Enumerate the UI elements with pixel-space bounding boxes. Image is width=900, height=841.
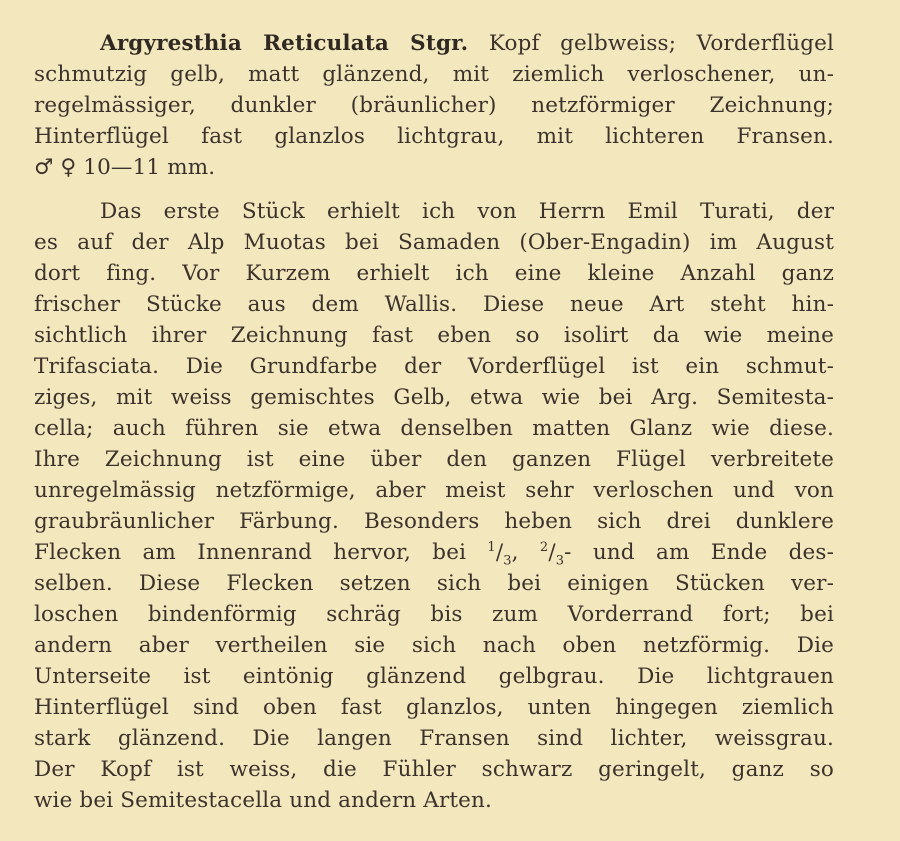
text-line: Der Kopf ist weiss, die Fühler schwarz geringelt, ganz so [34, 757, 834, 782]
text-line: Das erste Stück erhielt ich von Herrn Emil Turati, der [100, 199, 834, 224]
species-name: Argyresthia Reticulata Stgr. [100, 31, 469, 56]
species-notes [34, 196, 834, 816]
text-line: loschen bindenförmig schräg bis zum Vorderrand fort; bei [34, 602, 834, 627]
fraction-denominator: 3 [555, 553, 565, 569]
text-line: regelmässiger, dunkler (bräunlicher) netzförmiger Zeichnung; [34, 93, 834, 118]
text-line: sichtlich ihrer Zeichnung fast eben so isolirt da wie meine [34, 323, 834, 348]
fraction-numerator: 1 [487, 539, 496, 555]
text-line: Ihre Zeichnung ist eine über den ganzen Flügel verbreitete [34, 447, 834, 472]
fraction-numerator: 2 [539, 539, 549, 555]
text-line: unregelmässig netzförmige, aber meist sehr verloschen und von [34, 478, 834, 503]
size-line: ♂ ♀ 10—11 mm. [34, 155, 216, 180]
text-line: cella; auch führen sie etwa denselben matten Glanz wie diese. [34, 416, 834, 441]
text-line: selben. Diese Flecken setzen sich bei einigen Stücken ver- [34, 571, 834, 596]
text-line: frischer Stücke aus dem Wallis. Diese neue Art steht hin- [34, 292, 834, 317]
text-line: dort fing. Vor Kurzem erhielt ich eine kleine Anzahl ganz [34, 261, 834, 286]
fraction-denominator: 3 [503, 553, 512, 569]
text-line: Hinterflügel sind oben fast glanzlos, unten hingegen ziemlich [34, 695, 834, 720]
text-line: stark glänzend. Die langen Fransen sind lichter, weissgrau. [34, 726, 834, 751]
text-line: Hinterflügel fast glanzlos lichtgrau, mit lichteren Fransen. [34, 124, 834, 149]
text-line: schmutzig gelb, matt glänzend, mit ziemlich verloschener, un- [34, 62, 834, 87]
text-line: Trifasciata. Die Grundfarbe der Vorderflügel ist ein schmut- [34, 354, 834, 379]
species-description [34, 28, 834, 183]
text-line: Unterseite ist eintönig glänzend gelbgrau. Die lichtgrauen [34, 664, 834, 689]
text-line-fractions: Flecken am Innenrand hervor, bei $^1/_3$, $^2/_3-$ und am Ende des- [34, 539, 835, 569]
text-line: graubräunlicher Färbung. Besonders heben sich drei dunklere [34, 509, 834, 534]
text-line: andern aber vertheilen sie sich nach oben netzförmig. Die [34, 633, 834, 658]
text-line: Argyresthia Reticulata Stgr. Kopf gelbweiss; Vorderflügel [100, 31, 835, 56]
text-line: wie bei Semitestacella und andern Arten. [34, 788, 493, 813]
text-line: ziges, mit weiss gemischtes Gelb, etwa wie bei Arg. Semitesta- [34, 385, 834, 410]
text-line: es auf der Alp Muotas bei Samaden (Ober-Engadin) im August [34, 230, 834, 255]
